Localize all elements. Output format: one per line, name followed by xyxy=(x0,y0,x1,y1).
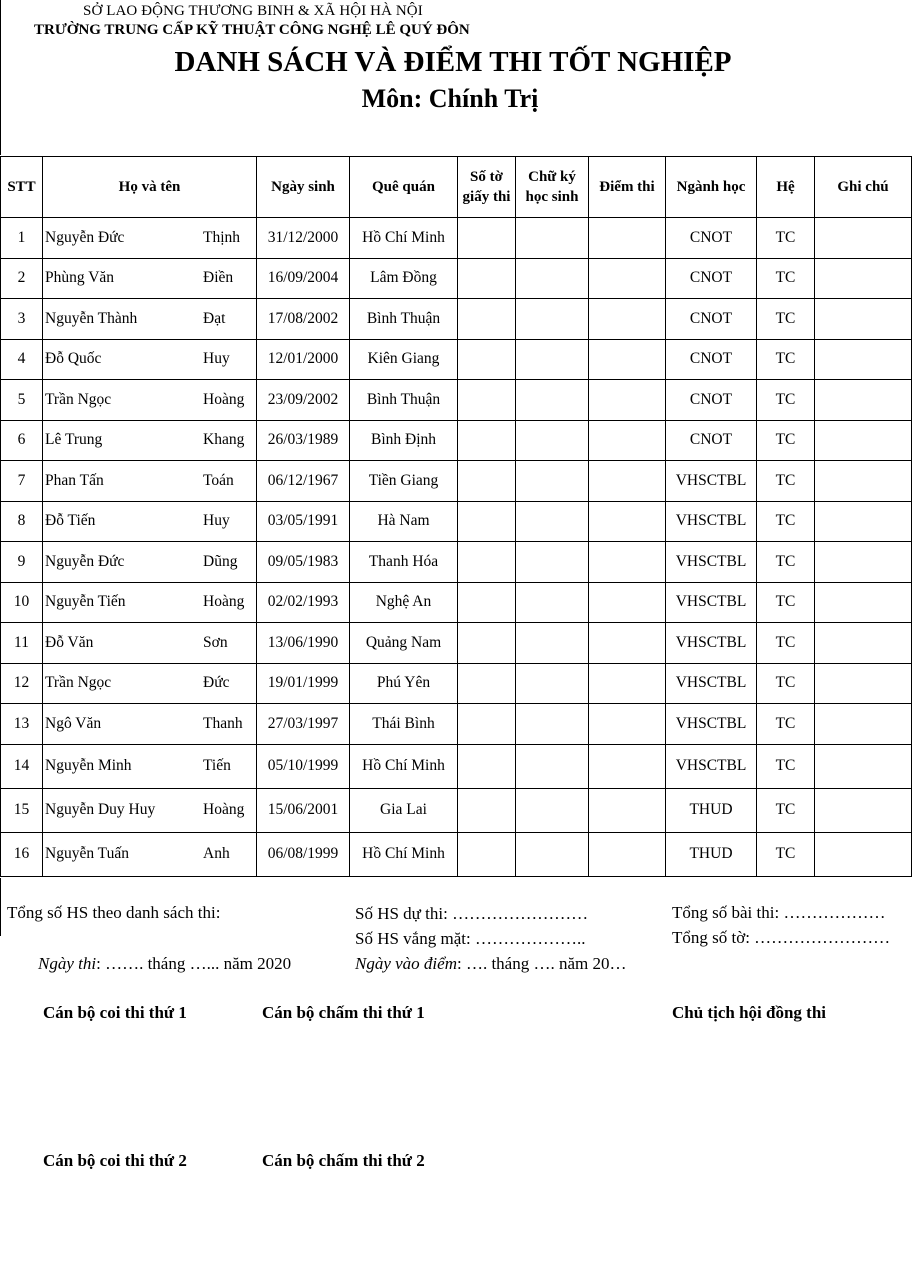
cell-stt: 12 xyxy=(1,663,43,704)
exam-date xyxy=(38,954,291,974)
cell-score xyxy=(589,380,666,421)
student-name xyxy=(45,674,256,692)
signature-grader-1: Cán bộ chấm thi thứ 1 xyxy=(262,1003,425,1022)
student-last-middle-name: Đỗ Tiến xyxy=(45,512,96,530)
cell-sheets xyxy=(458,380,516,421)
cell-dob: 02/02/1993 xyxy=(257,582,350,623)
cell-stt: 10 xyxy=(1,582,43,623)
student-last-middle-name: Trần Ngọc xyxy=(45,390,112,408)
col-header-signature xyxy=(516,157,589,218)
cell-system: TC xyxy=(757,704,815,745)
cell-stt: 13 xyxy=(1,704,43,745)
cell-sheets xyxy=(458,704,516,745)
cell-signature xyxy=(516,582,589,623)
cell-score xyxy=(589,258,666,299)
student-last-middle-name: Đỗ Văn xyxy=(45,633,94,651)
student-last-middle-name: Nguyễn Thành xyxy=(45,309,138,327)
present-count: Số HS dự thi: …………………… xyxy=(355,904,589,923)
student-last-middle-name: Nguyễn Duy Huy xyxy=(45,801,156,818)
student-last-middle-name: Nguyễn Minh xyxy=(45,757,132,774)
cell-score xyxy=(589,582,666,623)
cell-major: CNOT xyxy=(666,339,757,380)
col-header-score: Điểm thi xyxy=(589,157,666,218)
cell-name xyxy=(43,339,257,380)
cell-major: VHSCTBL xyxy=(666,542,757,583)
cell-dob: 03/05/1991 xyxy=(257,501,350,542)
cell-signature xyxy=(516,420,589,461)
cell-signature xyxy=(516,663,589,704)
student-last-middle-name: Nguyễn Tiến xyxy=(45,593,126,611)
student-name xyxy=(45,512,256,530)
student-given-name: Sơn xyxy=(203,633,228,651)
cell-major: VHSCTBL xyxy=(666,663,757,704)
cell-system: TC xyxy=(757,380,815,421)
col-header-stt: STT xyxy=(1,157,43,218)
cell-system: TC xyxy=(757,582,815,623)
cell-hometown: Hồ Chí Minh xyxy=(350,832,458,876)
cell-signature xyxy=(516,501,589,542)
cell-signature xyxy=(516,744,589,788)
cell-note xyxy=(815,623,912,664)
table-row xyxy=(1,461,912,502)
cell-note xyxy=(815,542,912,583)
table-row xyxy=(1,623,912,664)
student-name xyxy=(45,634,256,652)
cell-sheets xyxy=(458,501,516,542)
student-last-middle-name: Lê Trung xyxy=(45,431,103,449)
cell-system: TC xyxy=(757,258,815,299)
ministry-name: SỞ LAO ĐỘNG THƯƠNG BINH & XÃ HỘI HÀ NỘI xyxy=(83,3,423,19)
cell-stt: 8 xyxy=(1,501,43,542)
cell-hometown: Hồ Chí Minh xyxy=(350,218,458,259)
cell-score xyxy=(589,339,666,380)
student-last-middle-name: Trần Ngọc xyxy=(45,674,112,692)
student-given-name: Huy xyxy=(203,350,230,368)
cell-sheets xyxy=(458,542,516,583)
col-header-note: Ghi chú xyxy=(815,157,912,218)
cell-system: TC xyxy=(757,420,815,461)
col-header-name: Họ và tên xyxy=(43,157,257,218)
student-given-name: Hoàng xyxy=(203,801,245,818)
cell-stt: 15 xyxy=(1,788,43,832)
cell-system: TC xyxy=(757,461,815,502)
total-students-label: Tổng số HS theo danh sách thi: xyxy=(7,903,221,922)
col-header-sheets xyxy=(458,157,516,218)
table-row xyxy=(1,542,912,583)
col-header-major: Ngành học xyxy=(666,157,757,218)
cell-sheets xyxy=(458,582,516,623)
cell-major: VHSCTBL xyxy=(666,461,757,502)
cell-sheets xyxy=(458,832,516,876)
cell-system: TC xyxy=(757,501,815,542)
student-name xyxy=(45,801,256,819)
entry-date-value: : …. tháng …. năm 20… xyxy=(456,954,627,973)
cell-major: CNOT xyxy=(666,218,757,259)
cell-major: VHSCTBL xyxy=(666,501,757,542)
cell-signature xyxy=(516,380,589,421)
student-given-name: Huy xyxy=(203,512,230,530)
student-given-name: Hoàng xyxy=(203,390,245,408)
student-name xyxy=(45,715,256,733)
cell-signature xyxy=(516,704,589,745)
cell-dob: 17/08/2002 xyxy=(257,299,350,340)
cell-score xyxy=(589,299,666,340)
student-given-name: Thịnh xyxy=(203,228,241,246)
cell-stt: 7 xyxy=(1,461,43,502)
cell-stt: 5 xyxy=(1,380,43,421)
cell-sheets xyxy=(458,788,516,832)
table-row xyxy=(1,380,912,421)
table-row xyxy=(1,582,912,623)
student-given-name: Khang xyxy=(203,431,245,449)
student-name xyxy=(45,472,256,490)
cell-note xyxy=(815,420,912,461)
cell-dob: 05/10/1999 xyxy=(257,744,350,788)
col-header-signature-line2: học sinh xyxy=(525,189,579,205)
cell-note xyxy=(815,704,912,745)
absent-count: Số HS vắng mặt: ……………….. xyxy=(355,929,586,948)
cell-name xyxy=(43,788,257,832)
cell-dob: 09/05/1983 xyxy=(257,542,350,583)
cell-score xyxy=(589,218,666,259)
cell-hometown: Gia Lai xyxy=(350,788,458,832)
cell-name xyxy=(43,461,257,502)
cell-name xyxy=(43,623,257,664)
cell-name xyxy=(43,704,257,745)
cell-note xyxy=(815,339,912,380)
table-row xyxy=(1,299,912,340)
table-body xyxy=(1,218,912,877)
page-left-border-lower xyxy=(0,878,1,936)
col-header-system: Hệ xyxy=(757,157,815,218)
signature-proctor-1: Cán bộ coi thi thứ 1 xyxy=(43,1003,187,1022)
cell-stt: 9 xyxy=(1,542,43,583)
cell-name xyxy=(43,380,257,421)
cell-name xyxy=(43,420,257,461)
cell-hometown: Nghệ An xyxy=(350,582,458,623)
cell-dob: 12/01/2000 xyxy=(257,339,350,380)
entry-date-label: Ngày vào điểm xyxy=(355,954,457,973)
exam-date-label: Ngày thi xyxy=(38,954,97,973)
cell-major: CNOT xyxy=(666,299,757,340)
student-name xyxy=(45,310,256,328)
cell-sheets xyxy=(458,663,516,704)
col-header-signature-line1: Chữ ký xyxy=(528,169,576,185)
cell-major: THUD xyxy=(666,832,757,876)
student-last-middle-name: Phùng Văn xyxy=(45,269,115,287)
signature-chairman: Chủ tịch hội đồng thi xyxy=(672,1003,826,1022)
student-given-name: Tiến xyxy=(203,757,231,774)
cell-score xyxy=(589,420,666,461)
cell-signature xyxy=(516,339,589,380)
cell-signature xyxy=(516,832,589,876)
cell-note xyxy=(815,461,912,502)
student-given-name: Dũng xyxy=(203,552,238,570)
cell-name xyxy=(43,501,257,542)
cell-name xyxy=(43,542,257,583)
cell-stt: 14 xyxy=(1,744,43,788)
cell-note xyxy=(815,380,912,421)
cell-system: TC xyxy=(757,744,815,788)
cell-dob: 26/03/1989 xyxy=(257,420,350,461)
cell-system: TC xyxy=(757,339,815,380)
cell-name xyxy=(43,258,257,299)
student-given-name: Đạt xyxy=(203,309,226,327)
student-given-name: Hoàng xyxy=(203,593,245,611)
table-row xyxy=(1,788,912,832)
cell-system: TC xyxy=(757,832,815,876)
cell-stt: 6 xyxy=(1,420,43,461)
student-table xyxy=(0,156,912,877)
cell-system: TC xyxy=(757,788,815,832)
cell-system: TC xyxy=(757,299,815,340)
cell-note xyxy=(815,582,912,623)
entry-date xyxy=(355,954,627,974)
cell-signature xyxy=(516,258,589,299)
cell-score xyxy=(589,663,666,704)
cell-dob: 16/09/2004 xyxy=(257,258,350,299)
table-row xyxy=(1,663,912,704)
cell-score xyxy=(589,542,666,583)
table-row xyxy=(1,832,912,876)
cell-system: TC xyxy=(757,218,815,259)
table-row xyxy=(1,420,912,461)
cell-hometown: Tiền Giang xyxy=(350,461,458,502)
cell-name xyxy=(43,299,257,340)
cell-hometown: Kiên Giang xyxy=(350,339,458,380)
cell-major: CNOT xyxy=(666,258,757,299)
cell-major: VHSCTBL xyxy=(666,582,757,623)
student-last-middle-name: Nguyễn Đức xyxy=(45,552,125,570)
col-header-sheets-line2: giấy thi xyxy=(462,189,511,205)
cell-sheets xyxy=(458,623,516,664)
cell-note xyxy=(815,299,912,340)
cell-hometown: Phú Yên xyxy=(350,663,458,704)
cell-sheets xyxy=(458,420,516,461)
cell-note xyxy=(815,218,912,259)
student-name xyxy=(45,757,256,775)
cell-sheets xyxy=(458,299,516,340)
cell-stt: 2 xyxy=(1,258,43,299)
cell-note xyxy=(815,788,912,832)
exam-date-value: : ……. tháng …... năm 2020 xyxy=(96,954,292,973)
table-row xyxy=(1,744,912,788)
cell-stt: 4 xyxy=(1,339,43,380)
cell-major: CNOT xyxy=(666,420,757,461)
cell-stt: 3 xyxy=(1,299,43,340)
student-name xyxy=(45,593,256,611)
cell-sheets xyxy=(458,461,516,502)
student-given-name: Đức xyxy=(203,674,230,692)
cell-name xyxy=(43,582,257,623)
student-name xyxy=(45,229,256,247)
cell-hometown: Bình Thuận xyxy=(350,380,458,421)
cell-system: TC xyxy=(757,663,815,704)
cell-score xyxy=(589,461,666,502)
student-given-name: Thanh xyxy=(203,714,243,732)
cell-dob: 13/06/1990 xyxy=(257,623,350,664)
cell-score xyxy=(589,832,666,876)
cell-score xyxy=(589,744,666,788)
cell-hometown: Bình Thuận xyxy=(350,299,458,340)
cell-stt: 11 xyxy=(1,623,43,664)
cell-hometown: Thái Bình xyxy=(350,704,458,745)
cell-stt: 1 xyxy=(1,218,43,259)
school-name: TRƯỜNG TRUNG CẤP KỸ THUẬT CÔNG NGHỆ LÊ QUÝ ĐÔN xyxy=(34,22,470,38)
cell-note xyxy=(815,832,912,876)
student-name xyxy=(45,431,256,449)
cell-major: CNOT xyxy=(666,380,757,421)
cell-major: VHSCTBL xyxy=(666,623,757,664)
table-row xyxy=(1,704,912,745)
cell-hometown: Bình Định xyxy=(350,420,458,461)
cell-sheets xyxy=(458,258,516,299)
student-name xyxy=(45,391,256,409)
student-last-middle-name: Ngô Văn xyxy=(45,714,102,732)
student-last-middle-name: Nguyễn Tuấn xyxy=(45,845,129,862)
cell-sheets xyxy=(458,744,516,788)
student-name xyxy=(45,269,256,287)
cell-signature xyxy=(516,461,589,502)
table-row xyxy=(1,339,912,380)
cell-signature xyxy=(516,788,589,832)
cell-name xyxy=(43,832,257,876)
subject-title: Môn: Chính Trị xyxy=(361,84,539,113)
cell-score xyxy=(589,501,666,542)
cell-major: VHSCTBL xyxy=(666,704,757,745)
total-sheets: Tổng số tờ: …………………… xyxy=(672,928,891,947)
page-title: DANH SÁCH VÀ ĐIỂM THI TỐT NGHIỆP xyxy=(174,46,732,78)
col-header-sheets-line1: Số tờ xyxy=(470,169,503,185)
table-header-row xyxy=(1,157,912,218)
cell-signature xyxy=(516,218,589,259)
cell-signature xyxy=(516,623,589,664)
cell-major: VHSCTBL xyxy=(666,744,757,788)
cell-name xyxy=(43,663,257,704)
student-name xyxy=(45,350,256,368)
student-given-name: Điền xyxy=(203,269,234,287)
cell-dob: 27/03/1997 xyxy=(257,704,350,745)
student-last-middle-name: Phan Tấn xyxy=(45,471,104,489)
total-papers: Tổng số bài thi: ……………… xyxy=(672,903,886,922)
cell-hometown: Hồ Chí Minh xyxy=(350,744,458,788)
cell-sheets xyxy=(458,218,516,259)
cell-score xyxy=(589,788,666,832)
student-given-name: Anh xyxy=(203,845,230,862)
col-header-dob: Ngày sinh xyxy=(257,157,350,218)
cell-note xyxy=(815,744,912,788)
cell-major: THUD xyxy=(666,788,757,832)
col-header-hometown: Quê quán xyxy=(350,157,458,218)
cell-hometown: Lâm Đồng xyxy=(350,258,458,299)
student-name xyxy=(45,553,256,571)
student-given-name: Toán xyxy=(203,471,234,489)
cell-system: TC xyxy=(757,542,815,583)
cell-note xyxy=(815,258,912,299)
cell-hometown: Thanh Hóa xyxy=(350,542,458,583)
student-last-middle-name: Đỗ Quốc xyxy=(45,350,102,368)
table-row xyxy=(1,258,912,299)
cell-signature xyxy=(516,542,589,583)
cell-name xyxy=(43,744,257,788)
cell-sheets xyxy=(458,339,516,380)
cell-hometown: Quảng Nam xyxy=(350,623,458,664)
cell-score xyxy=(589,623,666,664)
cell-signature xyxy=(516,299,589,340)
cell-dob: 23/09/2002 xyxy=(257,380,350,421)
cell-note xyxy=(815,663,912,704)
table-row xyxy=(1,501,912,542)
student-last-middle-name: Nguyễn Đức xyxy=(45,228,125,246)
signature-grader-2: Cán bộ chấm thi thứ 2 xyxy=(262,1151,425,1170)
cell-stt: 16 xyxy=(1,832,43,876)
cell-system: TC xyxy=(757,623,815,664)
cell-note xyxy=(815,501,912,542)
table-row xyxy=(1,218,912,259)
student-name xyxy=(45,845,256,863)
cell-hometown: Hà Nam xyxy=(350,501,458,542)
cell-dob: 19/01/1999 xyxy=(257,663,350,704)
cell-dob: 06/08/1999 xyxy=(257,832,350,876)
cell-name xyxy=(43,218,257,259)
cell-score xyxy=(589,704,666,745)
cell-dob: 06/12/1967 xyxy=(257,461,350,502)
signature-proctor-2: Cán bộ coi thi thứ 2 xyxy=(43,1151,187,1170)
cell-dob: 31/12/2000 xyxy=(257,218,350,259)
cell-dob: 15/06/2001 xyxy=(257,788,350,832)
